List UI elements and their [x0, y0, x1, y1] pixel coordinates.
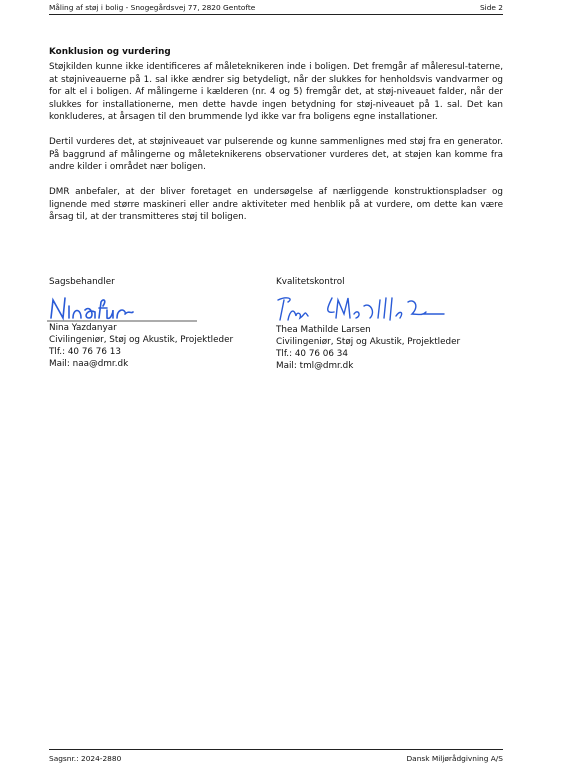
- signer-title: Civilingeniør, Støj og Akustik, Projektleder: [49, 335, 234, 345]
- signer-phone: Tlf.: 40 76 06 34: [276, 349, 348, 359]
- handwritten-signature: [276, 292, 460, 324]
- paragraph-recommendation: DMR anbefaler, at der bliver foretaget en undersøgelse af nærliggende konstruktionspladser og lignende med større maskineri eller andre aktiviteter med henblik på at vurdere, om dette kan være årsag til, at der transmitteres støj til boligen.: [49, 187, 503, 222]
- signer-title: Civilingeniør, Støj og Akustik, Projektleder: [276, 337, 461, 347]
- company-name: Dansk Miljørådgivning A/S: [406, 754, 503, 763]
- handwritten-signature: [49, 292, 233, 322]
- signer-mail: Mail: tml@dmr.dk: [276, 361, 354, 371]
- signer-name: Thea Mathilde Larsen: [276, 325, 371, 335]
- signer-mail: Mail: naa@dmr.dk: [49, 359, 129, 369]
- signer-name: Nina Yazdanyar: [49, 323, 117, 333]
- case-number: Sagsnr.: 2024-2880: [49, 754, 122, 763]
- paragraph-assessment: Dertil vurderes det, at støjniveauet var pulserende og kunne sammenlignes med støj fra en generator. På baggrund af målingerne og måleteknikerens observationer vurderes det, at støjen kan komme fra andre kilder i området nær boligen.: [49, 137, 503, 172]
- section-heading: Konklusion og vurdering: [49, 47, 171, 57]
- paragraph-conclusion: Støjkilden kunne ikke identificeres af måleteknikeren inde i boligen. Det fremgår af måleresul-taterne, at støjniveauerne på 1. sal ikke ændrer sig betydeligt, når der slukkes for henholdsvis vandvarmer og for alt el i boligen. Af målingerne i kælderen (nr. 4 og 5) fremgår det, at støj-niveauet falder, når der slukkes for installationerne, men dette havde ingen betydning for støj-niveauet på 1. sal. Det kan konkluderes, at årsagen til den brummende lyd ikke var fra boligens egne installationer.: [49, 62, 503, 122]
- signer-phone: Tlf.: 40 76 76 13: [49, 347, 121, 357]
- page-header: [49, 3, 503, 15]
- header-title: Måling af støj i bolig - Snogegårdsvej 77, 2820 Gentofte: [49, 3, 256, 12]
- document-body: [49, 47, 503, 236]
- signature-block-quality-control: [276, 276, 460, 372]
- signature-block-caseworker: [49, 276, 233, 370]
- page-footer: [49, 749, 503, 763]
- signature-role: Sagsbehandler: [49, 277, 115, 287]
- signature-ink-icon: [47, 292, 197, 322]
- signature-role: Kvalitetskontrol: [276, 277, 345, 287]
- signature-ink-icon: [274, 292, 449, 324]
- page-number: Side 2: [479, 3, 503, 12]
